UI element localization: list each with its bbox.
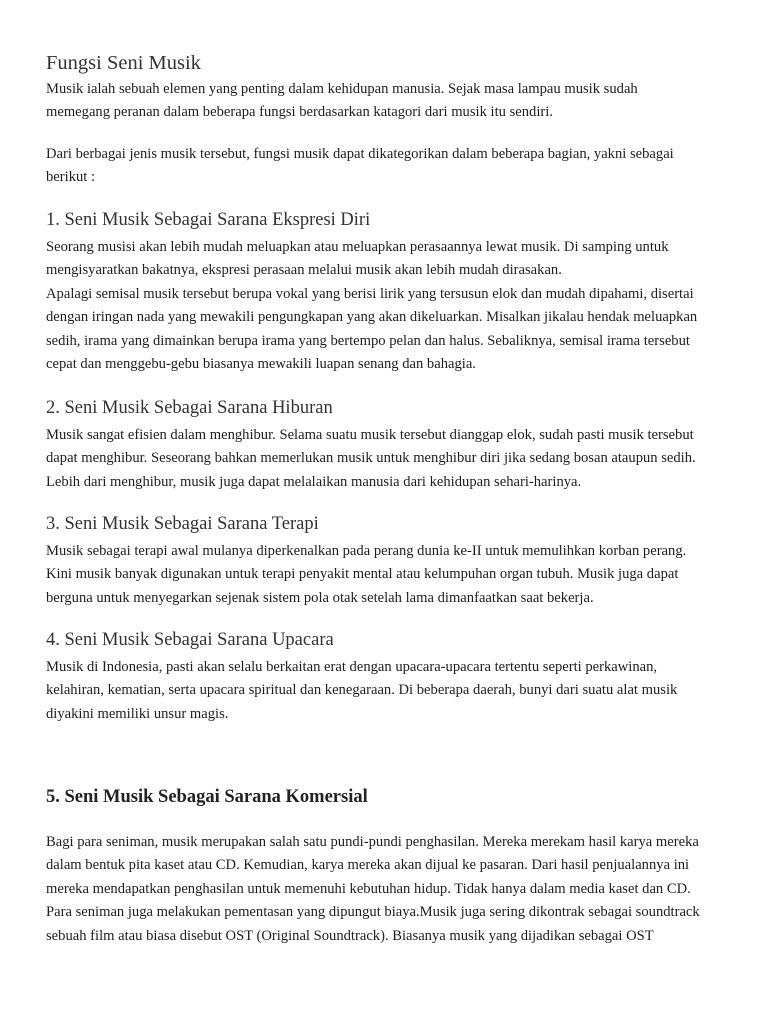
text-line: Lebih dari menghibur, musik juga dapat melalaikan manusia dari kehidupan sehari-harinya. <box>46 473 582 490</box>
text-line: berguna untuk menyegarkan sejenak sistem pola otak setelah lama dimanfaatkan saat bekerja. <box>46 589 594 606</box>
document-title: Fungsi Seni Musik <box>46 52 201 74</box>
text-line: dalam bentuk pita kaset atau CD. Kemudian, karya mereka akan dijual ke pasaran. Dari hasil penjualannya ini <box>46 857 690 874</box>
text-line: sebuah film atau biasa disebut OST (Original Soundtrack). Biasanya musik yang dijadikan sebagai OST <box>46 927 654 944</box>
text-line: Seorang musisi akan lebih mudah meluapkan atau meluapkan perasaannya lewat musik. Di samping untuk <box>46 239 669 255</box>
text-line: kelahiran, kematian, serta upacara spiritual dan kenegaraan. Di beberapa daerah, bunyi dari suatu alat musik <box>46 682 678 699</box>
intro-paragraph-2 <box>46 143 736 190</box>
section-heading-ekspresi: 1. Seni Musik Sebagai Sarana Ekspresi Diri <box>46 210 371 230</box>
text-line: Bagi para seniman, musik merupakan salah satu pundi-pundi penghasilan. Mereka merekam hasil karya mereka <box>46 834 699 850</box>
section-heading-upacara: 4. Seni Musik Sebagai Sarana Upacara <box>46 630 334 650</box>
text-line: cepat dan menggebu-gebu biasanya mewakili luapan senang dan bahagia. <box>46 356 476 373</box>
section-body-ekspresi <box>46 236 736 376</box>
text-line: dapat menghibur. Seseorang bahkan memerlukan musik untuk menghibur diri jika sedang bosan ataupun sedih. <box>46 450 696 467</box>
intro-paragraph <box>46 78 736 125</box>
text-line: memegang peranan dalam beberapa fungsi berdasarkan katagori dari musik itu sendiri. <box>46 104 553 121</box>
text-line: Para seniman juga melakukan pementasan yang dipungut biaya.Musik juga sering dikontrak sebagai soundtrack <box>46 904 700 921</box>
text-line: Apalagi semisal musik tersebut berupa vokal yang berisi lirik yang tersusun elok dan mudah dipahami, disertai <box>46 285 694 302</box>
text-line: Dari berbagai jenis musik tersebut, fungsi musik dapat dikategorikan dalam beberapa bagian, yakni sebagai <box>46 146 674 162</box>
text-line: mengisyaratkan bakatnya, ekspresi perasaan melalui musik akan lebih mudah dirasakan. <box>46 262 562 279</box>
section-body-komersial <box>46 831 736 948</box>
section-body-hiburan <box>46 424 736 494</box>
text-line: Musik di Indonesia, pasti akan selalu berkaitan erat dengan upacara-upacara tertentu seperti perkawinan, <box>46 659 658 675</box>
text-line: mereka mendapatkan penghasilan untuk memenuhi kebutuhan hidup. Tidak hanya dalam media kaset dan CD. <box>46 880 691 897</box>
text-line: dengan iringan nada yang mewakili pengungkapan yang akan dikeluarkan. Misalkan jikalau hendak meluapkan <box>46 309 698 326</box>
section-body-upacara <box>46 656 736 726</box>
section-body-terapi <box>46 540 736 610</box>
section-heading-komersial: 5. Seni Musik Sebagai Sarana Komersial <box>46 787 368 807</box>
text-line: Musik ialah sebuah elemen yang penting dalam kehidupan manusia. Sejak masa lampau musik sudah <box>46 81 638 97</box>
section-heading-hiburan: 2. Seni Musik Sebagai Sarana Hiburan <box>46 398 333 418</box>
text-line: berikut : <box>46 169 96 186</box>
text-line: Kini musik banyak digunakan untuk terapi penyakit mental atau kelumpuhan organ tubuh. Musik juga dapat <box>46 566 679 583</box>
text-line: Musik sangat efisien dalam menghibur. Selama suatu musik tersebut dianggap elok, sudah pasti musik tersebut <box>46 427 694 443</box>
text-line: sedih, irama yang dimainkan berupa irama yang bertempo pelan dan halus. Sebaliknya, semisal irama tersebut <box>46 332 690 349</box>
text-line: diyakini memiliki unsur magis. <box>46 705 229 722</box>
section-heading-terapi: 3. Seni Musik Sebagai Sarana Terapi <box>46 514 319 534</box>
text-line: Musik sebagai terapi awal mulanya diperkenalkan pada perang dunia ke-II untuk memulihkan korban perang. <box>46 543 687 559</box>
